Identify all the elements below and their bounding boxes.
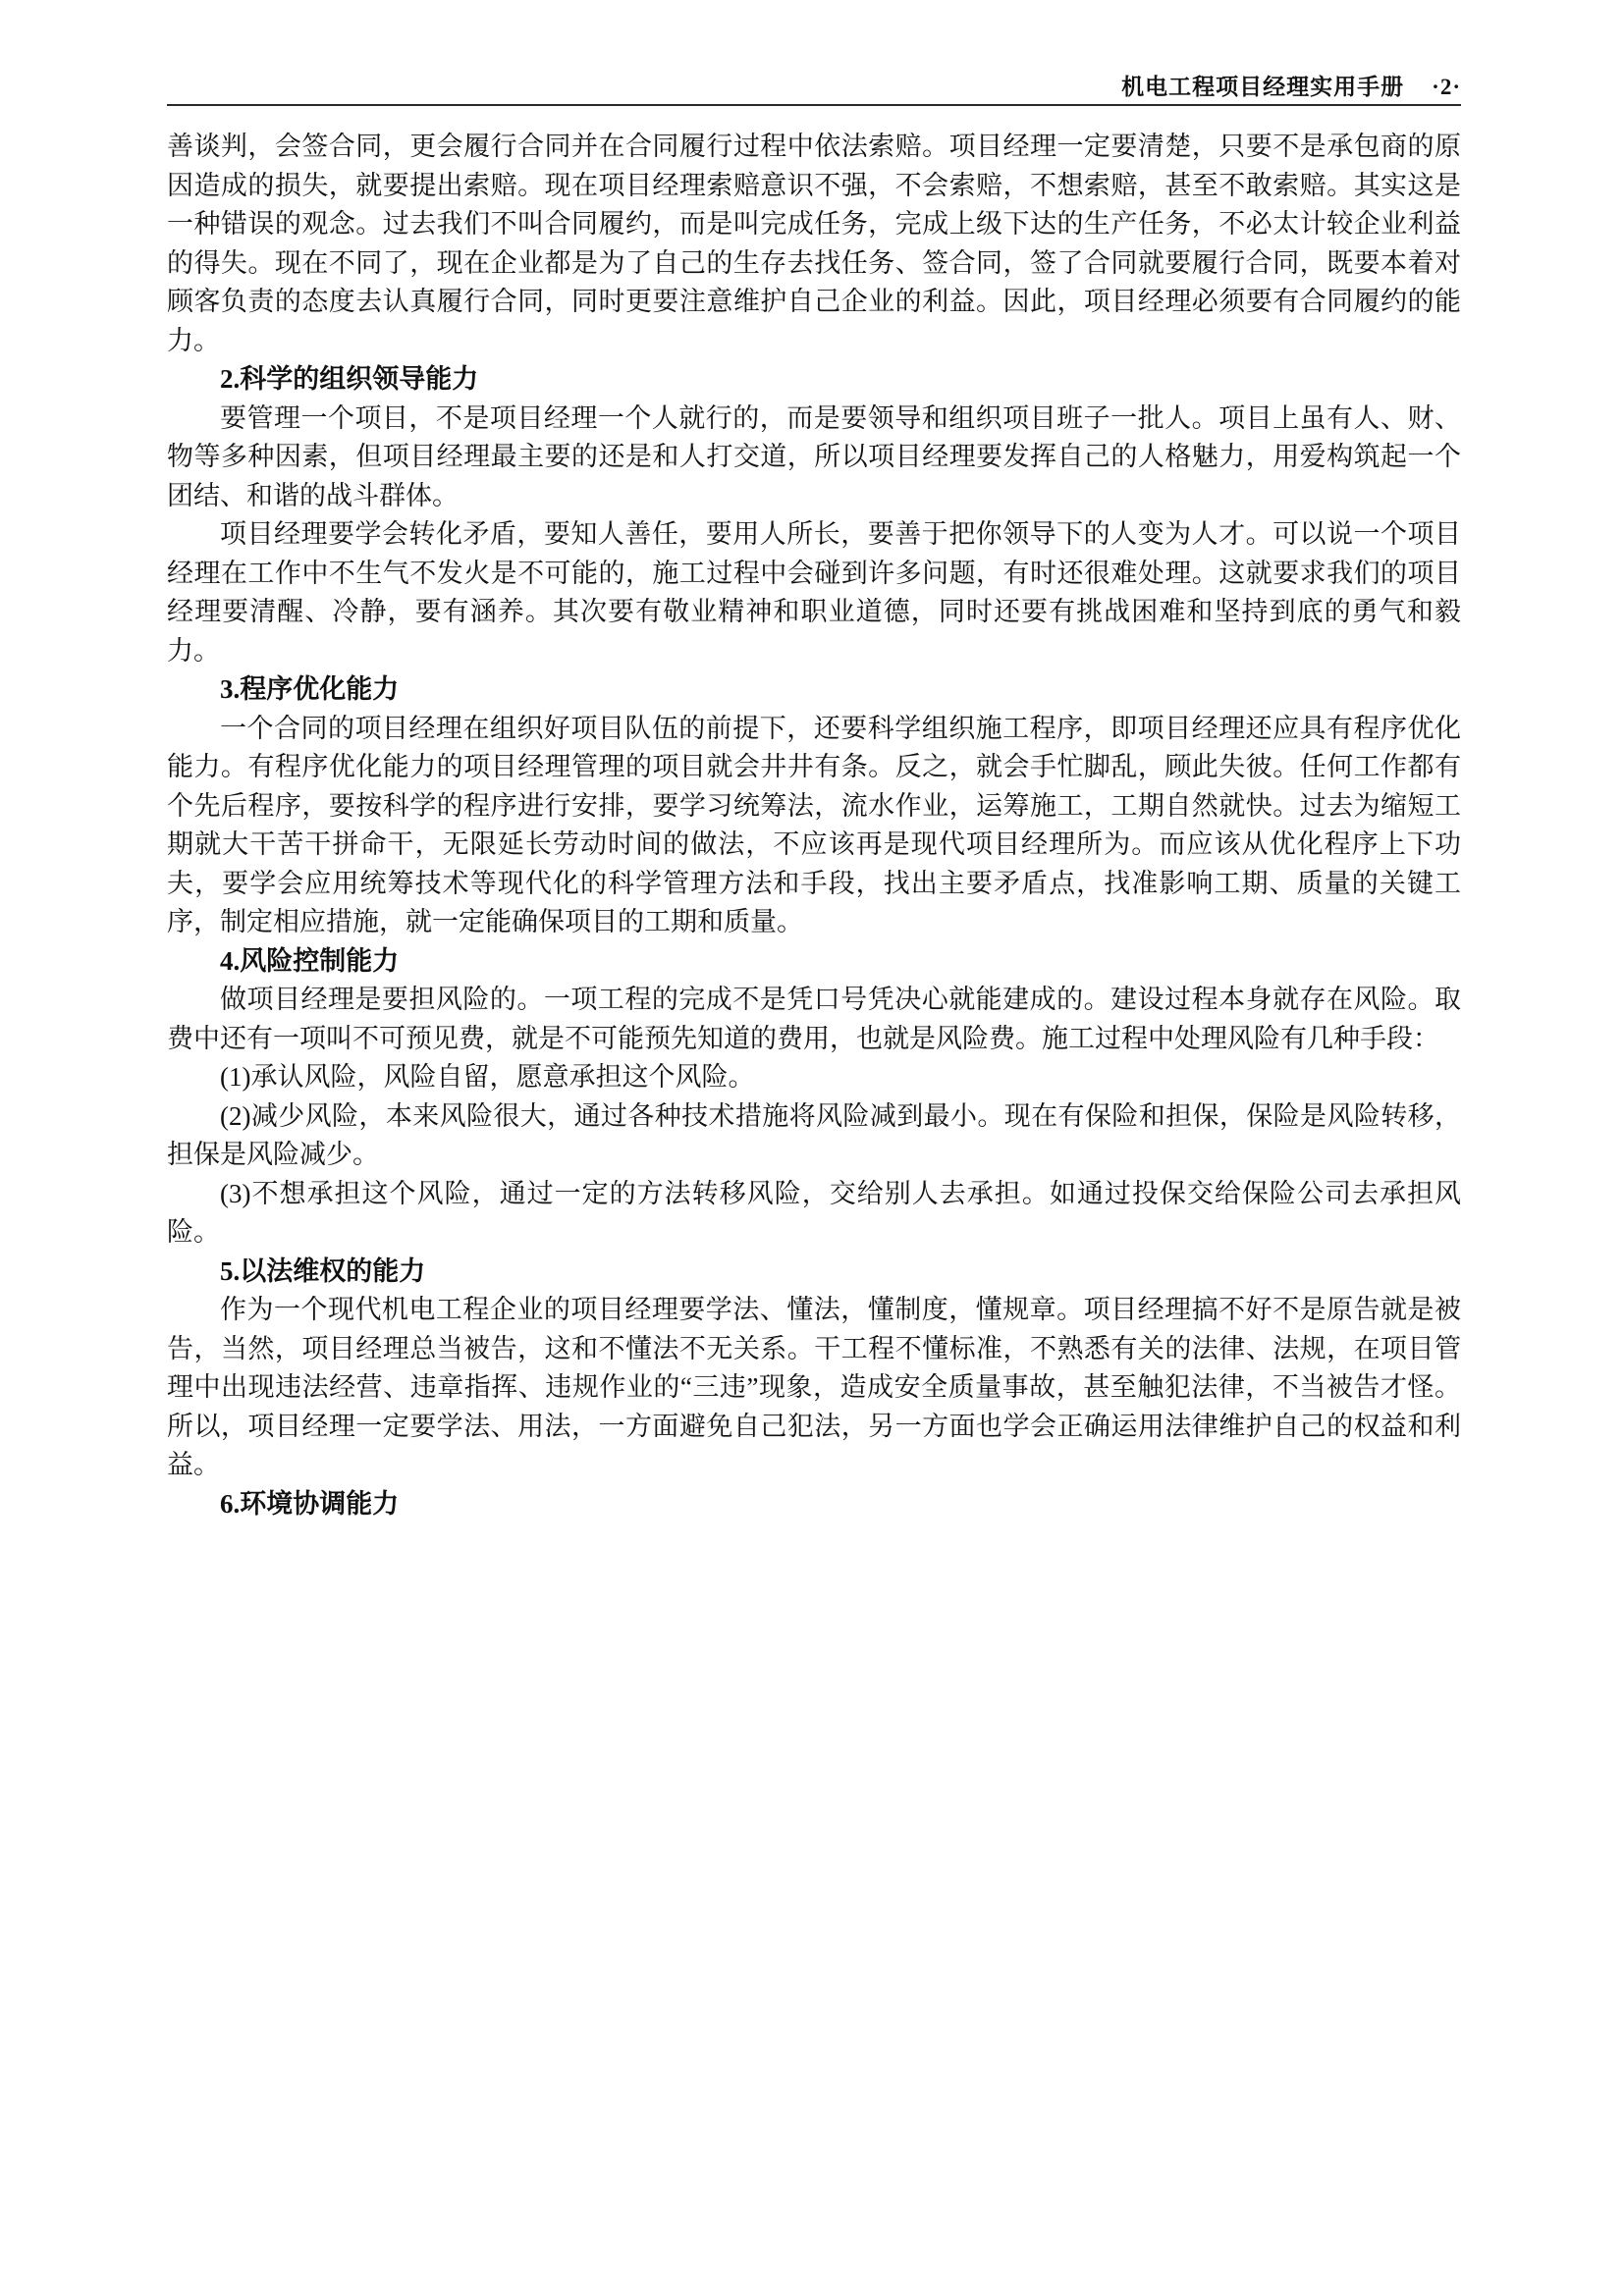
section-heading: 2.科学的组织领导能力 bbox=[220, 364, 479, 394]
paragraph: 做项目经理是要担风险的。一项工程的完成不是凭口号凭决心就能建成的。建设过程本身就存在风险。取费中还有一项叫不可预见费，就是不可能预先知道的费用，也就是风险费。施工过程中处理风险有几种手段： bbox=[167, 985, 1461, 1053]
paragraph: 项目经理要学会转化矛盾，要知人善任，要用人所长，要善于把你领导下的人变为人才。可以说一个项目经理在工作中不生气不发火是不可能的，施工过程中会碰到许多问题，有时还很难处理。这就要求我们的项目经理要清醒、冷静，要有涵养。其次要有敬业精神和职业道德，同时还要有挑战困难和坚持到底的勇气和毅力。 bbox=[167, 519, 1461, 666]
section-heading: 4.风险控制能力 bbox=[220, 945, 400, 976]
paragraph: 一个合同的项目经理在组织好项目队伍的前提下，还要科学组织施工程序，即项目经理还应具有程序优化能力。有程序优化能力的项目经理管理的项目就会井井有条。反之，就会手忙脚乱，顾此失彼。任何工作都有个先后程序，要按科学的程序进行安排，要学习统筹法，流水作业，运筹施工，工期自然就快。过去为缩短工期就大干苦干拼命干，无限延长劳动时间的做法，不应该再是现代项目经理所为。而应该从优化程序上下功夫，要学会应用统筹技术等现代化的科学管理方法和手段，找出主要矛盾点，找准影响工期、质量的关键工序，制定相应措施，就一定能确保项目的工期和质量。 bbox=[167, 713, 1461, 936]
document-body bbox=[167, 128, 1461, 1523]
paragraph: (3)不想承担这个风险，通过一定的方法转移风险，交给别人去承担。如通过投保交给保险公司去承担风险。 bbox=[167, 1178, 1461, 1247]
header-title: 机电工程项目经理实用手册 bbox=[1121, 75, 1405, 99]
paragraph: 要管理一个项目，不是项目经理一个人就行的，而是要领导和组织项目班子一批人。项目上虽有人、财、物等多种因素，但项目经理最主要的还是和人打交道，所以项目经理要发挥自己的人格魅力，用爱构筑起一个团结、和谐的战斗群体。 bbox=[167, 402, 1461, 510]
paragraph: 作为一个现代机电工程企业的项目经理要学法、懂法，懂制度，懂规章。项目经理搞不好不是原告就是被告，当然，项目经理总当被告，这和不懂法不无关系。干工程不懂标准，不熟悉有关的法律、法规，在项目管理中出现违法经营、违章指挥、违规作业的“三违”现象，造成安全质量事故，甚至触犯法律，不当被告才怪。所以，项目经理一定要学法、用法，一方面避免自己犯法，另一方面也学会正确运用法律维护自己的权益和利益。 bbox=[167, 1295, 1461, 1479]
paragraph: 善谈判，会签合同，更会履行合同并在合同履行过程中依法索赔。项目经理一定要清楚，只要不是承包商的原因造成的损失，就要提出索赔。现在项目经理索赔意识不强，不会索赔，不想索赔，甚至不敢索赔。其实这是一种错误的观念。过去我们不叫合同履约，而是叫完成任务，完成上级下达的生产任务，不必太计较企业利益的得失。现在不同了，现在企业都是为了自己的生存去找任务、签合同，签了合同就要履行合同，既要本着对顾客负责的态度去认真履行合同，同时更要注意维护自己企业的利益。因此，项目经理必须要有合同履约的能力。 bbox=[167, 132, 1461, 355]
running-header bbox=[167, 69, 1461, 101]
section-heading: 6.环境协调能力 bbox=[220, 1488, 400, 1519]
section-heading: 5.以法维权的能力 bbox=[220, 1255, 426, 1286]
header-rule-divider bbox=[167, 104, 1461, 106]
section-heading: 3.程序优化能力 bbox=[220, 674, 400, 704]
page-number: ·2· bbox=[1432, 75, 1461, 99]
paragraph: (2)减少风险，本来风险很大，通过各种技术措施将风险减到最小。现在有保险和担保，保险是风险转移，担保是风险减少。 bbox=[167, 1100, 1461, 1169]
paragraph: (1)承认风险，风险自留，愿意承担这个风险。 bbox=[220, 1062, 755, 1092]
